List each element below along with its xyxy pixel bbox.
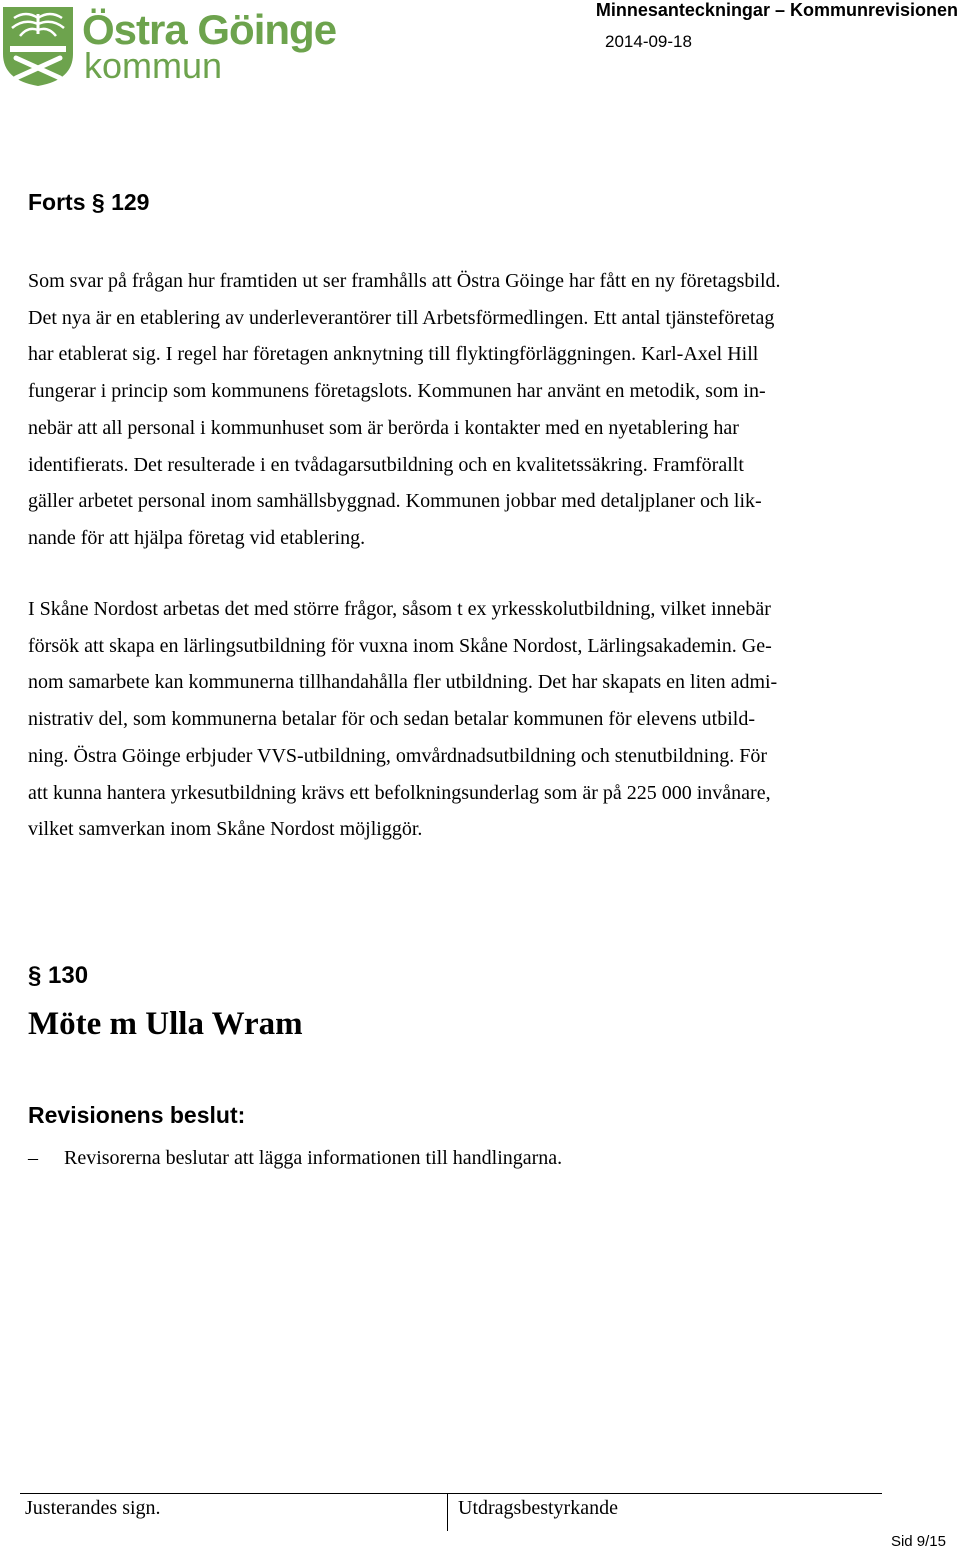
paragraph-line: gäller arbetet personal inom samhällsbyggnad. Kommunen jobbar med detaljplaner och lik-	[28, 490, 762, 513]
paragraph-line: identifierats. Det resulterade i en tvådagarsutbildning och en kvalitetssäkring. Framförallt	[28, 453, 744, 476]
logo-subtitle: kommun	[84, 45, 223, 86]
paragraph-1	[28, 263, 933, 557]
paragraph-line: att kunna hantera yrkesutbildning krävs ett befolkningsunderlag som är på 225 000 invånare,	[28, 781, 771, 804]
paragraph-line: Som svar på frågan hur framtiden ut ser framhålls att Östra Göinge har fått en ny företagsbild.	[28, 270, 781, 292]
paragraph-2	[28, 591, 933, 848]
bullet-dash: –	[28, 1147, 38, 1169]
decision-item: Revisorerna beslutar att lägga informationen till handlingarna.	[64, 1147, 563, 1169]
paragraph-line: ning. Östra Göinge erbjuder VVS-utbildning, omvårdnadsutbildning och stenutbildning. För	[28, 744, 768, 767]
paragraph-line: har etablerat sig. I regel har företagen anknytning till flyktingförläggningen. Karl-Axel Hill	[28, 343, 759, 366]
decision-heading: Revisionens beslut:	[28, 1102, 246, 1128]
paragraph-line: nom samarbete kan kommunerna tillhandahålla fler utbildning. Det har skapats en liten admi-	[28, 671, 778, 694]
paragraph-line: Det nya är en etablering av underleverantörer till Arbetsförmedlingen. Ett antal tjänsteföretag	[28, 306, 775, 329]
footer-certification-label: Utdragsbestyrkande	[458, 1497, 618, 1519]
coat-of-arms-icon	[0, 4, 76, 88]
paragraph-line: I Skåne Nordost arbetas det med större frågor, såsom t ex yrkesskolutbildning, vilket innebär	[28, 598, 771, 620]
section-title-130: Möte m Ulla Wram	[28, 1006, 303, 1042]
municipality-logo	[0, 4, 337, 90]
footer-divider	[20, 1493, 882, 1494]
document-date: 2014-09-18	[605, 32, 692, 51]
paragraph-line: nande för att hjälpa företag vid etablering.	[28, 526, 366, 549]
section-number-130: § 130	[28, 962, 89, 989]
paragraph-line: vilket samverkan inom Skåne Nordost möjliggör.	[28, 818, 423, 841]
section-heading-129: Forts § 129	[28, 189, 150, 215]
paragraph-line: nebär att all personal i kommunhuset som är berörda i kontakter med en nyetablering har	[28, 416, 739, 439]
paragraph-line: nistrativ del, som kommunerna betalar för och sedan betalar kommunen för elevens utbild-	[28, 708, 756, 731]
page-number: Sid 9/15	[890, 1533, 946, 1550]
paragraph-line: fungerar i princip som kommunens företagslots. Kommunen har använt en metodik, som in-	[28, 380, 766, 403]
footer-justification-label: Justerandes sign.	[25, 1497, 161, 1519]
footer-column-divider	[447, 1493, 448, 1531]
paragraph-line: försök att skapa en lärlingsutbildning för vuxna inom Skåne Nordost, Lärlingsakademin. Ge-	[28, 634, 772, 657]
document-title: Minnesanteckningar – Kommunrevisionen	[595, 0, 958, 20]
logo-name: Östra Göinge	[82, 6, 337, 53]
